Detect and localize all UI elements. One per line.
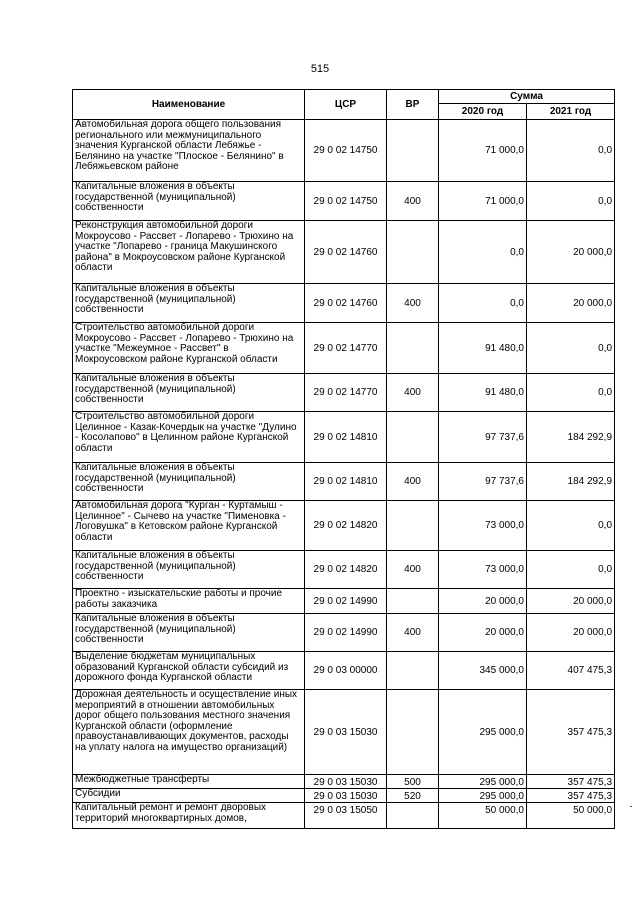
row-sum-2021: 20 000,0 [527, 221, 615, 284]
row-vr [387, 652, 439, 690]
row-name: Автомобильная дорога общего пользования регионального или межмуниципального значения Курганской области Лебяжье - Белянино на участке "Плоское - Белянино" в Лебяжьевском районе [73, 120, 305, 182]
row-sum-2021: 50 000,0 [527, 803, 615, 829]
row-sum-2020: 295 000,0 [439, 789, 527, 803]
row-sum-2020: 20 000,0 [439, 589, 527, 614]
row-name: Межбюджетные трансферты [73, 775, 305, 789]
row-sum-2020: 97 737,6 [439, 463, 527, 501]
row-sum-2021: 184 292,9 [527, 463, 615, 501]
row-csr: 29 0 02 14760 [305, 284, 387, 323]
row-name: Капитальные вложения в объекты государственной (муниципальной) собственности [73, 182, 305, 221]
row-sum-2021: 20 000,0 [527, 284, 615, 323]
row-vr: 400 [387, 551, 439, 589]
row-name: Капитальные вложения в объекты государственной (муниципальной) собственности [73, 284, 305, 323]
row-name: Строительство автомобильной дороги Целинное - Казак-Кочердык на участке "Дулино - Косолапово" в Целинном районе Курганской области [73, 412, 305, 463]
row-name: Капитальные вложения в объекты государственной (муниципальной) собственности [73, 551, 305, 589]
row-csr: 29 0 03 15030 [305, 789, 387, 803]
row-vr: 400 [387, 614, 439, 652]
row-name: Субсидии [73, 789, 305, 803]
header-year-2021: 2021 год [527, 104, 615, 120]
row-sum-2020: 71 000,0 [439, 120, 527, 182]
table-row [73, 614, 615, 652]
row-sum-2021: 20 000,0 [527, 614, 615, 652]
row-sum-2021: 184 292,9 [527, 412, 615, 463]
row-vr [387, 690, 439, 775]
row-vr [387, 412, 439, 463]
row-name: Выделение бюджетам муниципальных образований Курганской области субсидий из дорожного фонда Курганской области [73, 652, 305, 690]
row-csr: 29 0 03 00000 [305, 652, 387, 690]
row-csr: 29 0 02 14990 [305, 614, 387, 652]
table-row [73, 652, 615, 690]
row-sum-2021: 407 475,3 [527, 652, 615, 690]
row-name: Проектно - изыскательские работы и прочие работы заказчика [73, 589, 305, 614]
row-sum-2021: 0,0 [527, 501, 615, 551]
row-sum-2021: 0,0 [527, 323, 615, 374]
row-sum-2020: 50 000,0 [439, 803, 527, 829]
row-name: Капитальные вложения в объекты государственной (муниципальной) собственности [73, 614, 305, 652]
header-name: Наименование [73, 90, 305, 120]
table-row [73, 284, 615, 323]
row-sum-2020: 73 000,0 [439, 551, 527, 589]
row-sum-2020: 73 000,0 [439, 501, 527, 551]
budget-table [72, 89, 615, 829]
row-vr [387, 120, 439, 182]
row-name: Капитальные вложения в объекты государственной (муниципальной) собственности [73, 463, 305, 501]
row-vr: 520 [387, 789, 439, 803]
row-sum-2020: 91 480,0 [439, 374, 527, 412]
row-sum-2021: 357 475,3 [527, 690, 615, 775]
row-csr: 29 0 02 14770 [305, 374, 387, 412]
row-vr: 400 [387, 374, 439, 412]
row-sum-2021: 357 475,3 [527, 775, 615, 789]
row-name: Дорожная деятельность и осуществление иных мероприятий в отношении автомобильных дорог общего пользования местного значения Курганской области (оформление правоустанавливающих документов, расходы на уплату налога на имущество организаций) [73, 690, 305, 775]
row-sum-2021: 0,0 [527, 182, 615, 221]
row-vr: 500 [387, 775, 439, 789]
row-csr: 29 0 02 14750 [305, 120, 387, 182]
row-vr [387, 323, 439, 374]
row-csr: 29 0 02 14750 [305, 182, 387, 221]
row-csr: 29 0 02 14760 [305, 221, 387, 284]
row-csr: 29 0 02 14810 [305, 463, 387, 501]
scan-artifact [630, 806, 632, 807]
table-row [73, 690, 615, 775]
row-name: Капитальные вложения в объекты государственной (муниципальной) собственности [73, 374, 305, 412]
row-sum-2020: 0,0 [439, 284, 527, 323]
header-vr: ВР [387, 90, 439, 120]
row-csr: 29 0 02 14820 [305, 551, 387, 589]
row-sum-2020: 345 000,0 [439, 652, 527, 690]
row-vr [387, 589, 439, 614]
table-row [73, 803, 615, 829]
table-row [73, 120, 615, 182]
table-row [73, 463, 615, 501]
row-sum-2020: 97 737,6 [439, 412, 527, 463]
row-sum-2021: 0,0 [527, 551, 615, 589]
row-csr: 29 0 02 14820 [305, 501, 387, 551]
table-row [73, 589, 615, 614]
row-csr: 29 0 03 15030 [305, 690, 387, 775]
row-sum-2020: 71 000,0 [439, 182, 527, 221]
table-row [73, 323, 615, 374]
row-csr: 29 0 02 14810 [305, 412, 387, 463]
header-sum: Сумма [439, 90, 615, 104]
row-sum-2020: 91 480,0 [439, 323, 527, 374]
table-row [73, 775, 615, 789]
row-sum-2020: 295 000,0 [439, 690, 527, 775]
table-row [73, 221, 615, 284]
header-csr: ЦСР [305, 90, 387, 120]
row-vr [387, 501, 439, 551]
row-csr: 29 0 02 14770 [305, 323, 387, 374]
row-name: Автомобильная дорога "Курган - Куртамыш - Целинное" - Сычево на участке "Пименовка - Логовушка" в Кетовском районе Курганской области [73, 501, 305, 551]
row-sum-2020: 295 000,0 [439, 775, 527, 789]
table-row [73, 789, 615, 803]
row-sum-2021: 20 000,0 [527, 589, 615, 614]
row-sum-2020: 20 000,0 [439, 614, 527, 652]
table-row [73, 182, 615, 221]
header-year-2020: 2020 год [439, 104, 527, 120]
row-vr [387, 803, 439, 829]
page-number: 515 [310, 63, 330, 75]
row-vr: 400 [387, 463, 439, 501]
row-sum-2021: 357 475,3 [527, 789, 615, 803]
row-sum-2020: 0,0 [439, 221, 527, 284]
row-sum-2021: 0,0 [527, 120, 615, 182]
table-row [73, 374, 615, 412]
row-name: Строительство автомобильной дороги Мокроусово - Рассвет - Лопарево - Трюхино на участке "Межеумное - Рассвет" в Мокроусовском районе Курганской области [73, 323, 305, 374]
row-vr: 400 [387, 182, 439, 221]
row-name: Капитальный ремонт и ремонт дворовых территорий многоквартирных домов, [73, 803, 305, 829]
row-vr: 400 [387, 284, 439, 323]
table-row [73, 501, 615, 551]
row-sum-2021: 0,0 [527, 374, 615, 412]
row-csr: 29 0 03 15050 [305, 803, 387, 829]
row-name: Реконструкция автомобильной дороги Мокроусово - Рассвет - Лопарево - Трюхино на участке "Лопарево - граница Макушинского района" в Мокроусовском районе Курганской области [73, 221, 305, 284]
row-csr: 29 0 02 14990 [305, 589, 387, 614]
table-row [73, 551, 615, 589]
row-csr: 29 0 03 15030 [305, 775, 387, 789]
table-row [73, 412, 615, 463]
row-vr [387, 221, 439, 284]
